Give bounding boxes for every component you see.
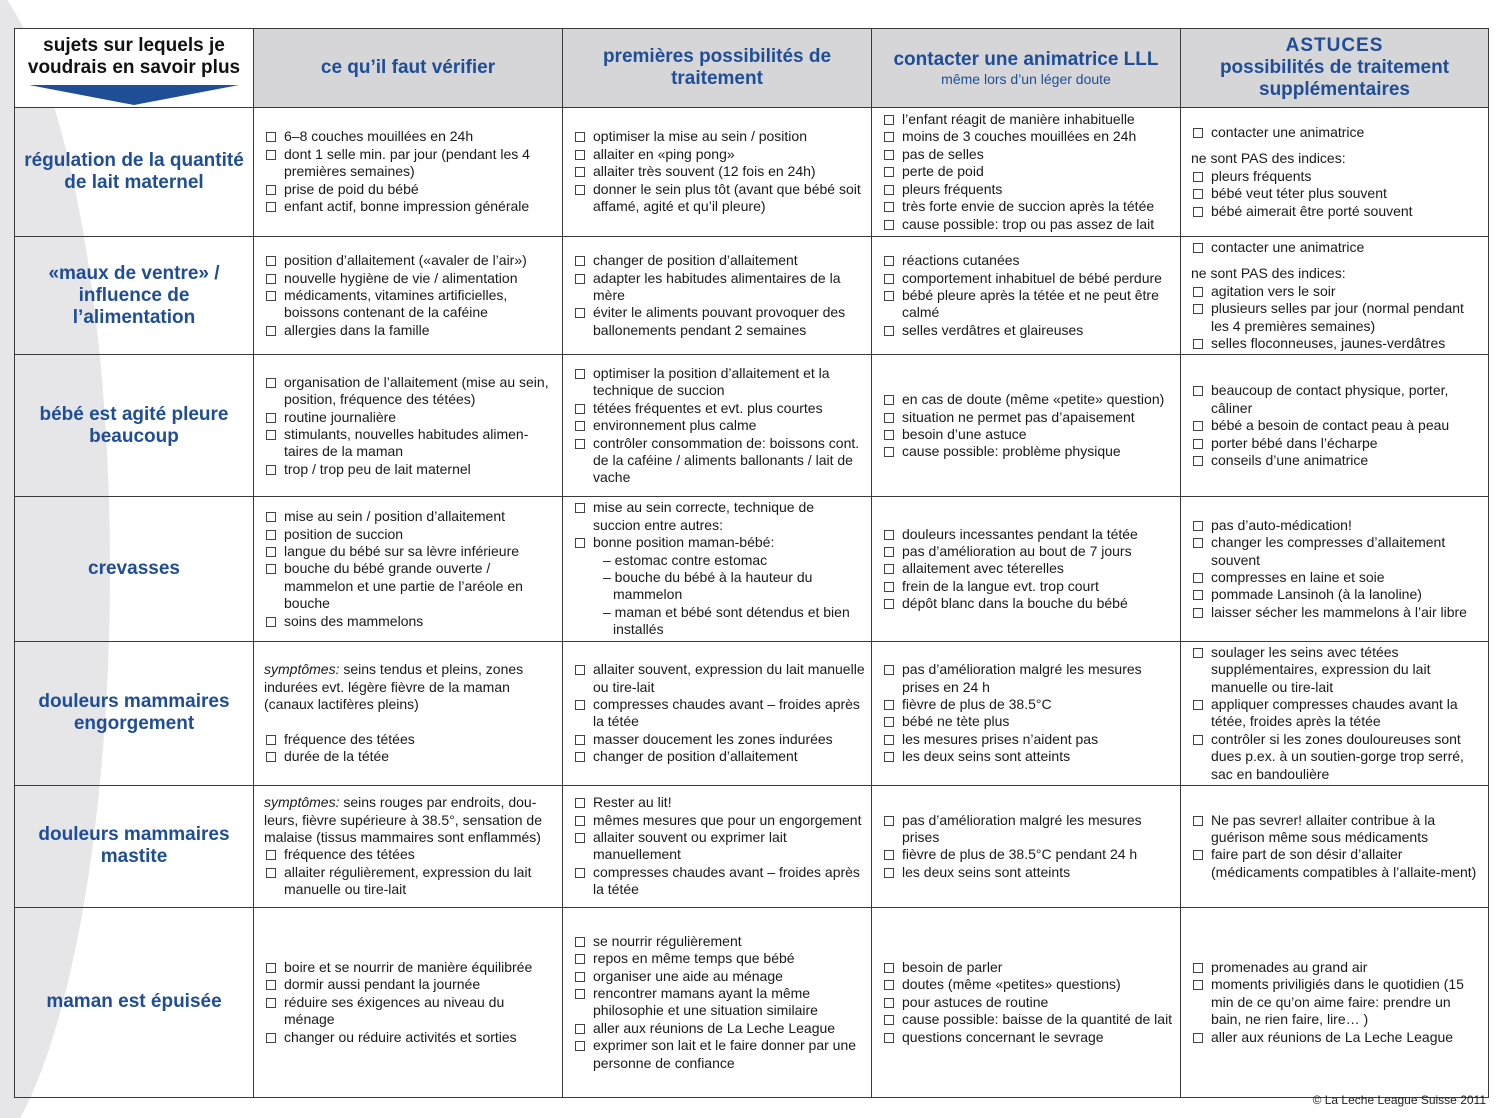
list-item: – estomac contre estomac [603,551,768,568]
topic-row [15,355,1489,497]
checklist-item: pleurs fréquents [1191,168,1482,185]
checklist-item: fréquence des tétées [264,846,556,863]
cell-treatment [563,497,872,641]
checklist-item: selles verdâtres et glaireuses [882,322,1174,339]
checklist-item: perte de poid [882,163,1174,180]
checklist-item: besoin de parler [882,959,1174,976]
checklist-item: environnement plus calme [573,417,865,434]
checklist-item: optimiser la mise au sein / position [573,128,865,145]
checklist-item: besoin d’une astuce [882,426,1174,443]
topic-row [15,907,1489,1097]
checklist-item: changer les compresses d’allaitement souvent [1191,534,1482,569]
symptoms-intro [264,661,556,713]
breastfeeding-guide-table [14,28,1489,1098]
checklist-item: masser doucement les zones indurées [573,731,865,748]
topic-row [15,237,1489,355]
checklist-item: stimulants, nouvelles habitudes alimen-taires de la maman [264,426,556,461]
verify-list [264,959,556,1046]
checklist-item: pour astuces de routine [882,994,1174,1011]
verify-list [264,128,556,215]
checklist-item: cause possible: baisse de la quantité de lait [882,1011,1174,1028]
checklist-item: nouvelle hygiène de vie / alimentation [264,270,556,287]
cell-contact [872,108,1181,237]
checklist-item: allergies dans la famille [264,322,556,339]
checklist-item: mise au sein / position d’allaitement [264,508,556,525]
tips-list [1191,124,1482,220]
list-item: ne sont PAS des indices: [1191,265,1346,282]
checklist-item: dépôt blanc dans la bouche du bébé [882,595,1174,612]
cell-contact [872,907,1181,1097]
checklist-item: prise de poid du bébé [264,181,556,198]
checklist-item: durée de la tétée [264,748,556,765]
corner-header [15,29,254,108]
checklist-item: conseils d’une animatrice [1191,452,1482,469]
checklist-item: organiser une aide au ménage [573,968,865,985]
checklist-item: agitation vers le soir [1191,283,1482,300]
topic-title: bébé est agité pleure beaucoup [15,355,254,497]
tips-list [1191,959,1482,1046]
tips-list [1191,239,1482,352]
cell-tips [1181,237,1489,355]
checklist-item: bébé veut téter plus souvent [1191,185,1482,202]
symptoms-label: symptômes: [264,661,340,678]
column-header-tips-title: possibilités de traitement supplémentaires [1219,57,1450,100]
topic-title: douleurs mammaires engorgement [15,641,254,785]
checklist-item: mêmes mesures que pour un engorgement [573,812,865,829]
column-header-tips-highlight: ASTUCES [1285,35,1384,56]
cell-treatment [563,641,872,785]
column-header-treatment: premières possibilités de traitement [563,29,872,108]
checklist-item: changer de position d’allaitement [573,748,865,765]
list-item: – maman et bébé sont détendus et bien installés [603,603,850,638]
cell-verify [254,108,563,237]
checklist-item: réduire ses éxigences au niveau du ménage [264,994,556,1029]
checklist-item: porter bébé dans l’écharpe [1191,435,1482,452]
contact-list [882,111,1174,233]
checklist-item: bonne position maman-bébé: [573,534,865,551]
column-header-tips [1181,29,1489,108]
checklist-item: pas d’auto-médication! [1191,517,1482,534]
checklist-item: situation ne permet pas d’apaisement [882,409,1174,426]
topic-row [15,497,1489,641]
checklist-item: position de succion [264,526,556,543]
checklist-item: questions concernant le sevrage [882,1029,1174,1046]
checklist-item: pleurs fréquents [882,181,1174,198]
checklist-item: dont 1 selle min. par jour (pendant les 4 premières semaines) [264,146,556,181]
checklist-item: moins de 3 couches mouillées en 24h [882,128,1174,145]
checklist-item: aller aux réunions de La Leche League [1191,1029,1482,1046]
checklist-item: bébé pleure après la tétée et ne peut être calmé [882,287,1174,322]
checklist-item: changer de position d’allaitement [573,252,865,269]
checklist-item: position d’allaitement («avaler de l’air») [264,252,556,269]
checklist-item: enfant actif, bonne impression générale [264,198,556,215]
checklist-item: se nourrir régulièrement [573,933,865,950]
cell-tips [1181,641,1489,785]
cell-verify [254,641,563,785]
checklist-item: l’enfant réagit de manière inhabituelle [882,111,1174,128]
contact-list [882,526,1174,613]
contact-list [882,252,1174,339]
checklist-item: pas d’amélioration malgré les mesures prises [882,812,1174,847]
checklist-item: faire part de son désir d’allaiter (médicaments compatibles à l’allaite-ment) [1191,846,1482,881]
treatment-list [573,794,865,898]
cell-tips [1181,355,1489,497]
checklist-item: donner le sein plus tôt (avant que bébé soit affamé, agité et qu’il pleure) [573,181,865,216]
checklist-item: repos en même temps que bébé [573,950,865,967]
cell-contact [872,497,1181,641]
checklist-item: laisser sécher les mammelons à l’air libre [1191,604,1482,621]
topic-title: «maux de ventre» / influence de l’alimentation [15,237,254,355]
checklist-item: cause possible: trop ou pas assez de lait [882,216,1174,233]
tips-list [1191,382,1482,469]
treatment-list [573,128,865,215]
checklist-item: très forte envie de succion après la tétée [882,198,1174,215]
checklist-item: allaiter en «ping pong» [573,146,865,163]
checklist-item: bébé aimerait être porté souvent [1191,203,1482,220]
cell-contact [872,785,1181,907]
symptoms-text: seins tendus et pleins, zones indurées evt. légère fièvre de la maman (canaux lactifères pleins) [264,661,524,713]
checklist-item: cause possible: problème physique [882,443,1174,460]
treatment-list [573,661,865,765]
checklist-item: dormir aussi pendant la journée [264,976,556,993]
checklist-item: pas de selles [882,146,1174,163]
checklist-item: contacter une animatrice [1191,124,1482,141]
checklist-item: aller aux réunions de La Leche League [573,1020,865,1037]
cell-treatment [563,355,872,497]
list-item: – bouche du bébé à la hauteur du mammelon [603,569,813,603]
checklist-item: tétées fréquentes et evt. plus courtes [573,400,865,417]
cell-verify [254,355,563,497]
checklist-item: promenades au grand air [1191,959,1482,976]
cell-verify [254,785,563,907]
cell-contact [872,237,1181,355]
cell-verify [254,907,563,1097]
checklist-item: pas d’amélioration malgré les mesures prises en 24 h [882,661,1174,696]
checklist-item: exprimer son lait et le faire donner par une personne de confiance [573,1037,865,1072]
cell-treatment [563,237,872,355]
contact-list [882,661,1174,765]
checklist-item: médicaments, vitamines artificielles, boissons contenant de la caféine [264,287,556,322]
checklist-item: mise au sein correcte, technique de succion entre autres: [573,499,865,534]
checklist-item: selles floconneuses, jaunes-verdâtres [1191,335,1482,352]
checklist-item: boire et se nourrir de manière équilibrée [264,959,556,976]
cell-treatment [563,108,872,237]
checklist-item: contrôler consommation de: boissons cont. de la caféine / aliments ballonants / lait de vache [573,435,865,487]
symptoms-intro [264,794,556,846]
verify-list [264,794,556,898]
cell-treatment [563,907,872,1097]
checklist-item: trop / trop peu de lait maternel [264,461,556,478]
corner-label: sujets sur lequels je voudrais en savoir plus [27,35,241,78]
checklist-item: contacter une animatrice [1191,239,1482,256]
checklist-item: les mesures prises n’aident pas [882,731,1174,748]
checklist-item: soulager les seins avec tétées supplémentaires, expression du lait manuelle ou tire-lait [1191,644,1482,696]
treatment-list [573,252,865,339]
checklist-item: appliquer compresses chaudes avant la tétée, froides après la tétée [1191,696,1482,731]
contact-list [882,812,1174,882]
topic-title: crevasses [15,497,254,641]
tips-list [1191,812,1482,882]
checklist-item: moments priviligiés dans le quotidien (15 min de ce qu’on aime faire: prendre un bain, ne rien faire, lire… ) [1191,976,1482,1028]
checklist-item: contrôler si les zones douloureuses sont dues p.ex. à un soutien-gorge trop serré, sac en bandoulière [1191,731,1482,783]
topic-row [15,108,1489,237]
treatment-list [573,499,865,638]
verify-list [264,252,556,339]
checklist-item: pommade Lansinoh (à la lanoline) [1191,586,1482,603]
checklist-item: comportement inhabituel de bébé perdure [882,270,1174,287]
verify-list [264,661,556,765]
cell-treatment [563,785,872,907]
checklist-item: soins des mammelons [264,613,556,630]
checklist-item: langue du bébé sur sa lèvre inférieure [264,543,556,560]
checklist-item: plusieurs selles par jour (normal pendant les 4 premières semaines) [1191,300,1482,335]
checklist-item: changer ou réduire activités et sorties [264,1029,556,1046]
topic-title: maman est épuisée [15,907,254,1097]
topic-row [15,641,1489,785]
verify-list [264,508,556,630]
checklist-item: frein de la langue evt. trop court [882,578,1174,595]
checklist-item: doutes (même «petites» questions) [882,976,1174,993]
checklist-item: Ne pas sevrer! allaiter contribue à la guérison même sous médicaments [1191,812,1482,847]
checklist-item: bouche du bébé grande ouverte / mammelon et une partie de l’aréole en bouche [264,560,556,612]
topic-title: régulation de la quantité de lait maternel [15,108,254,237]
topic-title: douleurs mammaires mastite [15,785,254,907]
checklist-item: routine journalière [264,409,556,426]
checklist-item: Rester au lit! [573,794,865,811]
column-header-contact-title: contacter une animatrice LLL [893,48,1159,70]
checklist-item: les deux seins sont atteints [882,748,1174,765]
tips-list [1191,517,1482,621]
checklist-item: compresses chaudes avant – froides après la tétée [573,696,865,731]
symptoms-text: seins rouges par endroits, dou-leurs, fièvre supérieure à 38.5°, sensation de malaise (tissus mammaires sont enflammés) [264,794,542,846]
tips-list [1191,644,1482,783]
symptoms-label: symptômes: [264,794,340,811]
cell-tips [1181,907,1489,1097]
checklist-item: 6–8 couches mouillées en 24h [264,128,556,145]
checklist-item: allaitement avec téterelles [882,560,1174,577]
cell-verify [254,497,563,641]
checklist-item: les deux seins sont atteints [882,864,1174,881]
checklist-item: beaucoup de contact physique, porter, câliner [1191,382,1482,417]
contact-list [882,959,1174,1046]
cell-verify [254,237,563,355]
checklist-item: compresses chaudes avant – froides après la tétée [573,864,865,899]
checklist-item: pas d’amélioration au bout de 7 jours [882,543,1174,560]
checklist-item: bébé a besoin de contact peau à peau [1191,417,1482,434]
column-header-contact-subtitle: même lors d’un léger doute [941,70,1111,87]
cell-tips [1181,497,1489,641]
checklist-item: réactions cutanées [882,252,1174,269]
treatment-list [573,365,865,487]
checklist-item: fréquence des tétées [264,731,556,748]
checklist-item: compresses en laine et soie [1191,569,1482,586]
checklist-item: allaiter souvent, expression du lait manuelle ou tire-lait [573,661,865,696]
checklist-item: éviter le aliments pouvant provoquer des ballonements pendant 2 semaines [573,304,865,339]
checklist-item: allaiter très souvent (12 fois en 24h) [573,163,865,180]
header-row [15,29,1489,108]
checklist-item: allaiter souvent ou exprimer lait manuellement [573,829,865,864]
verify-list [264,374,556,478]
cell-contact [872,641,1181,785]
cell-contact [872,355,1181,497]
cell-tips [1181,108,1489,237]
topic-row [15,785,1489,907]
checklist-item: optimiser la position d’allaitement et la technique de succion [573,365,865,400]
copyright-footer: © La Leche League Suisse 2011 [1312,1093,1486,1107]
list-item: ne sont PAS des indices: [1191,150,1346,167]
cell-tips [1181,785,1489,907]
contact-list [882,391,1174,461]
arrow-down-icon [29,85,239,105]
column-header-contact [872,29,1181,108]
checklist-item: bébé ne tète plus [882,713,1174,730]
treatment-list [573,933,865,1072]
checklist-item: en cas de doute (même «petite» question) [882,391,1174,408]
checklist-item: adapter les habitudes alimentaires de la mère [573,270,865,305]
column-header-verify: ce qu’il faut vérifier [254,29,563,108]
checklist-item: fièvre de plus de 38.5°C [882,696,1174,713]
checklist-item: organisation de l’allaitement (mise au sein, position, fréquence des tétées) [264,374,556,409]
checklist-item: rencontrer mamans ayant la même philosophie et une situation similaire [573,985,865,1020]
checklist-item: douleurs incessantes pendant la tétée [882,526,1174,543]
checklist-item: fièvre de plus de 38.5°C pendant 24 h [882,846,1174,863]
checklist-item: allaiter régulièrement, expression du lait manuelle ou tire-lait [264,864,556,899]
